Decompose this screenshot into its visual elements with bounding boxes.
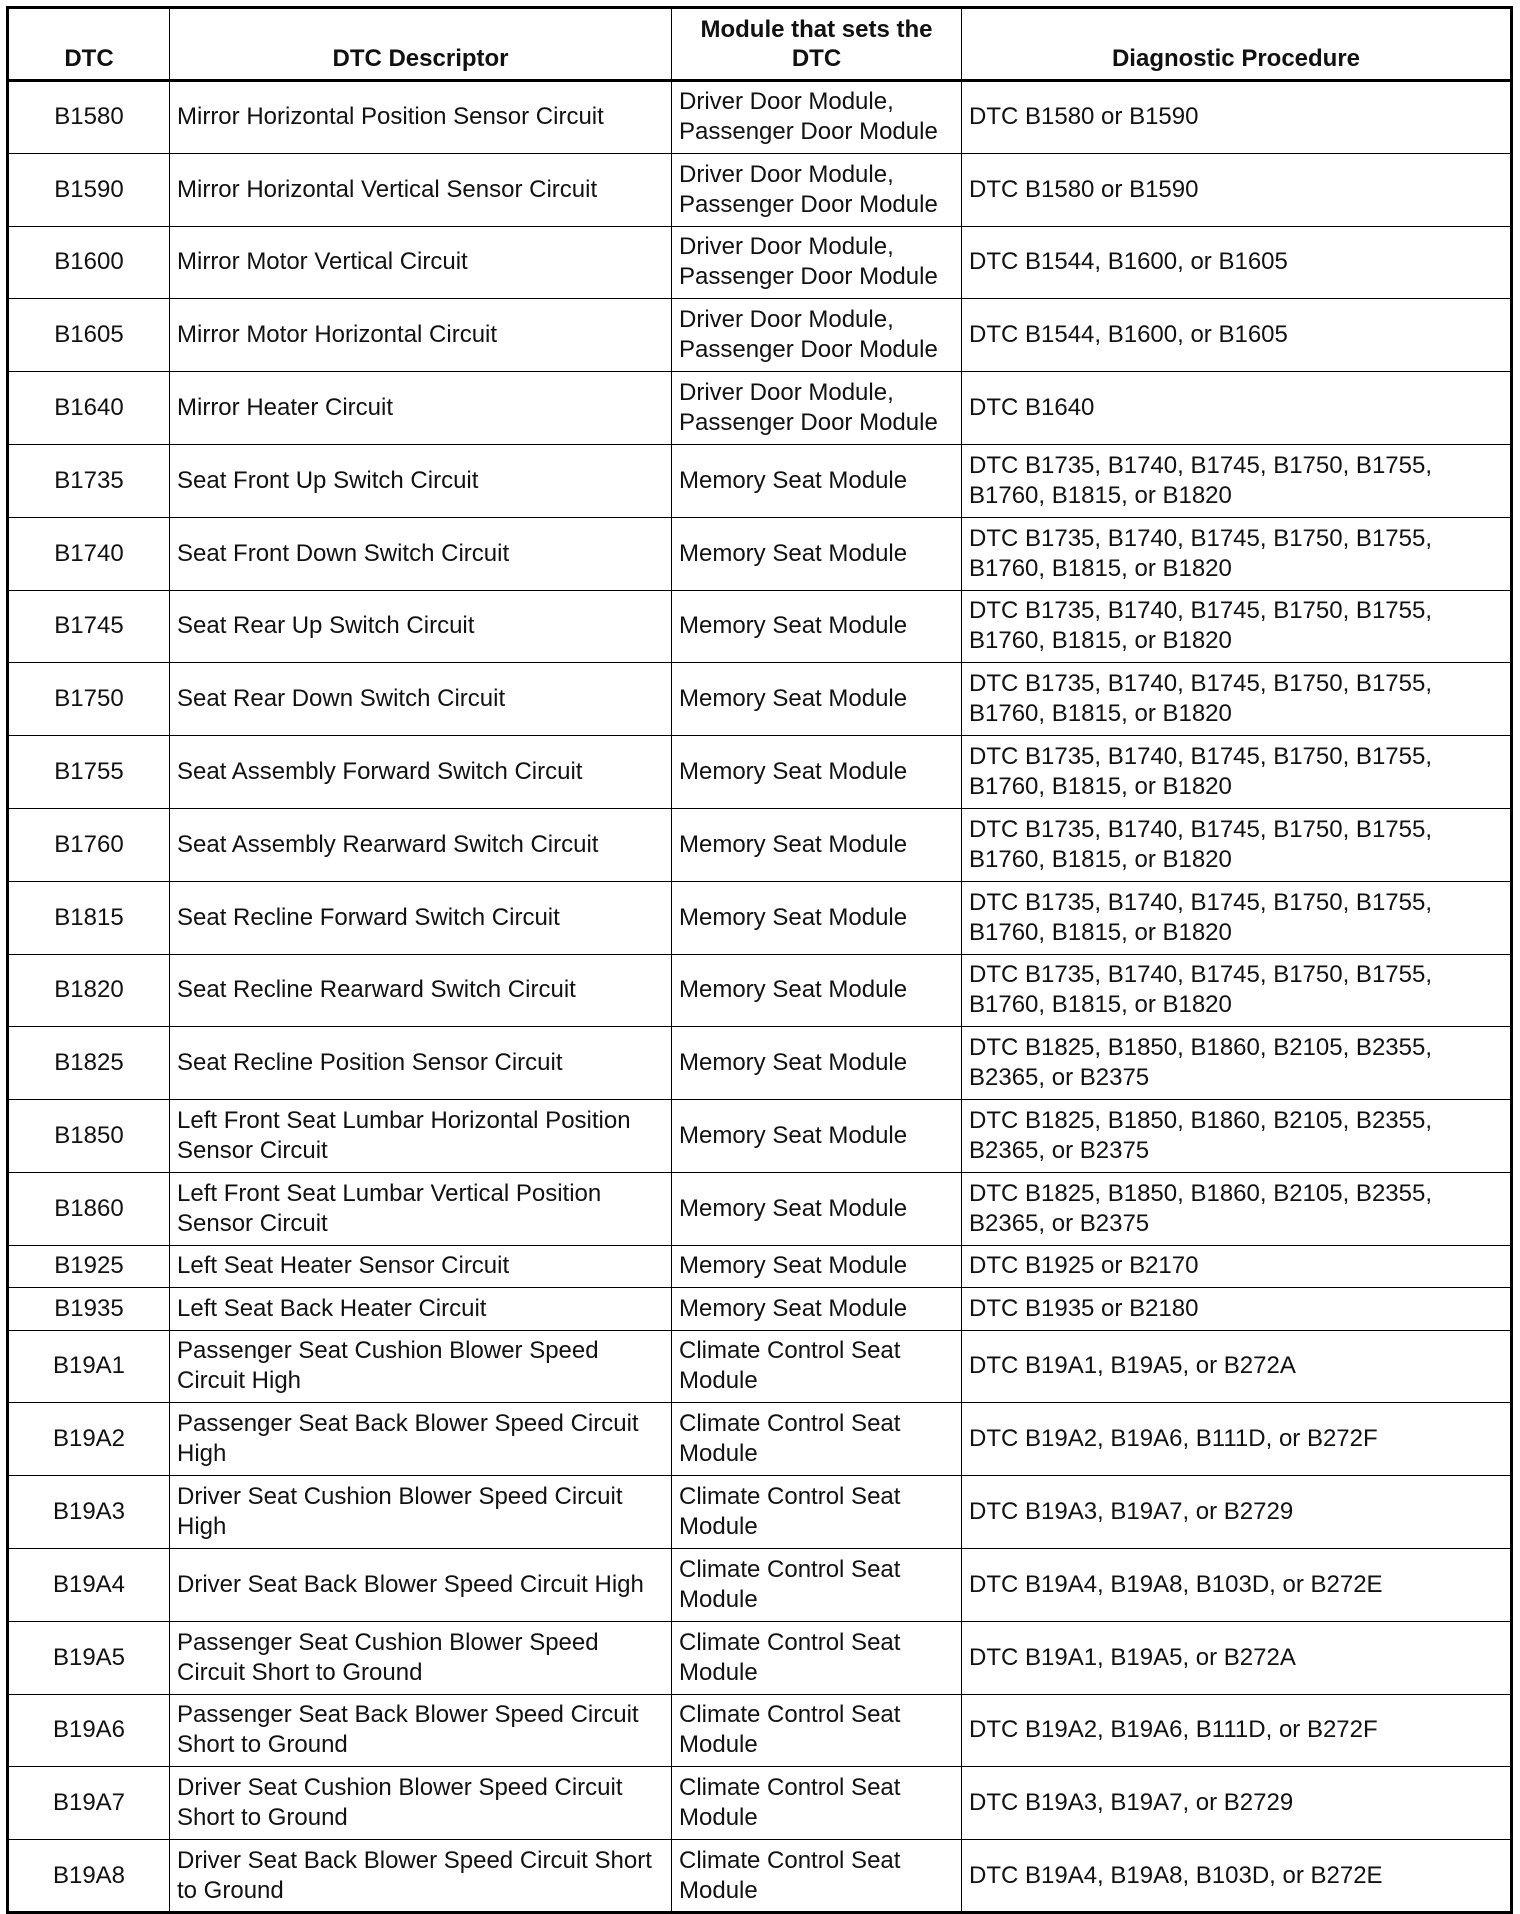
cell-diagnostic-procedure: DTC B19A4, B19A8, B103D, or B272E <box>962 1840 1512 1913</box>
cell-module: Memory Seat Module <box>672 1027 962 1100</box>
cell-dtc-descriptor: Driver Seat Cushion Blower Speed Circuit High <box>170 1476 672 1549</box>
cell-dtc-code: B1745 <box>8 590 170 663</box>
cell-diagnostic-procedure: DTC B1825, B1850, B1860, B2105, B2355, B2365, or B2375 <box>962 1027 1512 1100</box>
cell-dtc-code: B1935 <box>8 1288 170 1330</box>
cell-module: Memory Seat Module <box>672 1100 962 1173</box>
table-row <box>8 372 1512 445</box>
cell-diagnostic-procedure: DTC B19A2, B19A6, B111D, or B272F <box>962 1403 1512 1476</box>
cell-dtc-code: B1600 <box>8 226 170 299</box>
cell-dtc-descriptor: Passenger Seat Back Blower Speed Circuit High <box>170 1403 672 1476</box>
cell-diagnostic-procedure: DTC B1735, B1740, B1745, B1750, B1755, B1760, B1815, or B1820 <box>962 590 1512 663</box>
cell-diagnostic-procedure: DTC B19A1, B19A5, or B272A <box>962 1621 1512 1694</box>
cell-module: Climate Control Seat Module <box>672 1330 962 1403</box>
cell-dtc-descriptor: Seat Assembly Forward Switch Circuit <box>170 736 672 809</box>
cell-dtc-code: B1605 <box>8 299 170 372</box>
cell-dtc-descriptor: Seat Rear Up Switch Circuit <box>170 590 672 663</box>
table-row <box>8 663 1512 736</box>
table-row <box>8 299 1512 372</box>
table-row <box>8 954 1512 1027</box>
cell-dtc-code: B19A1 <box>8 1330 170 1403</box>
cell-module: Memory Seat Module <box>672 881 962 954</box>
cell-dtc-code: B1860 <box>8 1172 170 1245</box>
cell-dtc-code: B1580 <box>8 81 170 154</box>
cell-diagnostic-procedure: DTC B1735, B1740, B1745, B1750, B1755, B1760, B1815, or B1820 <box>962 954 1512 1027</box>
table-body <box>8 81 1512 1913</box>
cell-dtc-descriptor: Left Seat Heater Sensor Circuit <box>170 1245 672 1287</box>
cell-dtc-code: B19A7 <box>8 1767 170 1840</box>
cell-dtc-code: B19A5 <box>8 1621 170 1694</box>
table-row <box>8 1621 1512 1694</box>
cell-module: Climate Control Seat Module <box>672 1767 962 1840</box>
cell-diagnostic-procedure: DTC B19A3, B19A7, or B2729 <box>962 1767 1512 1840</box>
cell-module: Climate Control Seat Module <box>672 1840 962 1913</box>
cell-module: Driver Door Module, Passenger Door Module <box>672 81 962 154</box>
cell-dtc-code: B1825 <box>8 1027 170 1100</box>
table-row <box>8 1476 1512 1549</box>
table-row <box>8 1840 1512 1913</box>
header-dtc: DTC <box>8 8 170 81</box>
cell-module: Memory Seat Module <box>672 663 962 736</box>
cell-module: Memory Seat Module <box>672 808 962 881</box>
cell-dtc-descriptor: Left Front Seat Lumbar Horizontal Position Sensor Circuit <box>170 1100 672 1173</box>
cell-module: Driver Door Module, Passenger Door Module <box>672 226 962 299</box>
cell-dtc-descriptor: Driver Seat Back Blower Speed Circuit Short to Ground <box>170 1840 672 1913</box>
cell-diagnostic-procedure: DTC B1735, B1740, B1745, B1750, B1755, B1760, B1815, or B1820 <box>962 444 1512 517</box>
cell-diagnostic-procedure: DTC B1735, B1740, B1745, B1750, B1755, B1760, B1815, or B1820 <box>962 808 1512 881</box>
cell-diagnostic-procedure: DTC B1935 or B2180 <box>962 1288 1512 1330</box>
cell-dtc-descriptor: Driver Seat Cushion Blower Speed Circuit Short to Ground <box>170 1767 672 1840</box>
cell-dtc-code: B1815 <box>8 881 170 954</box>
cell-dtc-descriptor: Seat Front Down Switch Circuit <box>170 517 672 590</box>
cell-dtc-descriptor: Seat Recline Position Sensor Circuit <box>170 1027 672 1100</box>
cell-dtc-code: B19A3 <box>8 1476 170 1549</box>
table-row <box>8 1767 1512 1840</box>
cell-diagnostic-procedure: DTC B1544, B1600, or B1605 <box>962 226 1512 299</box>
cell-diagnostic-procedure: DTC B19A3, B19A7, or B2729 <box>962 1476 1512 1549</box>
cell-module: Driver Door Module, Passenger Door Module <box>672 153 962 226</box>
cell-dtc-code: B1750 <box>8 663 170 736</box>
table-row <box>8 881 1512 954</box>
cell-dtc-code: B19A4 <box>8 1548 170 1621</box>
cell-diagnostic-procedure: DTC B19A2, B19A6, B111D, or B272F <box>962 1694 1512 1767</box>
table-row <box>8 153 1512 226</box>
cell-dtc-descriptor: Seat Recline Rearward Switch Circuit <box>170 954 672 1027</box>
header-procedure: Diagnostic Procedure <box>962 8 1512 81</box>
cell-dtc-descriptor: Seat Recline Forward Switch Circuit <box>170 881 672 954</box>
table-row <box>8 1245 1512 1287</box>
cell-module: Memory Seat Module <box>672 736 962 809</box>
cell-dtc-code: B1640 <box>8 372 170 445</box>
cell-module: Climate Control Seat Module <box>672 1403 962 1476</box>
cell-module: Memory Seat Module <box>672 1288 962 1330</box>
table-row <box>8 1694 1512 1767</box>
cell-dtc-descriptor: Left Front Seat Lumbar Vertical Position Sensor Circuit <box>170 1172 672 1245</box>
cell-dtc-descriptor: Left Seat Back Heater Circuit <box>170 1288 672 1330</box>
table-row <box>8 1403 1512 1476</box>
cell-dtc-code: B1735 <box>8 444 170 517</box>
cell-dtc-descriptor: Driver Seat Back Blower Speed Circuit High <box>170 1548 672 1621</box>
cell-diagnostic-procedure: DTC B1640 <box>962 372 1512 445</box>
table-row <box>8 81 1512 154</box>
table-row <box>8 444 1512 517</box>
cell-dtc-code: B1760 <box>8 808 170 881</box>
cell-diagnostic-procedure: DTC B1735, B1740, B1745, B1750, B1755, B1760, B1815, or B1820 <box>962 881 1512 954</box>
cell-module: Memory Seat Module <box>672 1172 962 1245</box>
cell-dtc-descriptor: Mirror Horizontal Position Sensor Circuit <box>170 81 672 154</box>
cell-diagnostic-procedure: DTC B1580 or B1590 <box>962 153 1512 226</box>
header-module: Module that sets the DTC <box>672 8 962 81</box>
cell-module: Climate Control Seat Module <box>672 1621 962 1694</box>
cell-diagnostic-procedure: DTC B1544, B1600, or B1605 <box>962 299 1512 372</box>
table-row <box>8 1172 1512 1245</box>
table-row <box>8 808 1512 881</box>
cell-diagnostic-procedure: DTC B1825, B1850, B1860, B2105, B2355, B2365, or B2375 <box>962 1100 1512 1173</box>
cell-diagnostic-procedure: DTC B1735, B1740, B1745, B1750, B1755, B1760, B1815, or B1820 <box>962 663 1512 736</box>
cell-module: Climate Control Seat Module <box>672 1476 962 1549</box>
cell-dtc-code: B1925 <box>8 1245 170 1287</box>
cell-dtc-code: B1820 <box>8 954 170 1027</box>
cell-dtc-descriptor: Passenger Seat Cushion Blower Speed Circuit High <box>170 1330 672 1403</box>
cell-dtc-code: B1740 <box>8 517 170 590</box>
cell-dtc-descriptor: Passenger Seat Cushion Blower Speed Circuit Short to Ground <box>170 1621 672 1694</box>
cell-dtc-descriptor: Seat Rear Down Switch Circuit <box>170 663 672 736</box>
cell-module: Driver Door Module, Passenger Door Module <box>672 299 962 372</box>
table-row <box>8 1330 1512 1403</box>
table-row <box>8 517 1512 590</box>
cell-diagnostic-procedure: DTC B1735, B1740, B1745, B1750, B1755, B1760, B1815, or B1820 <box>962 517 1512 590</box>
cell-module: Climate Control Seat Module <box>672 1694 962 1767</box>
cell-module: Memory Seat Module <box>672 517 962 590</box>
cell-dtc-code: B1755 <box>8 736 170 809</box>
cell-dtc-code: B1590 <box>8 153 170 226</box>
cell-dtc-descriptor: Mirror Heater Circuit <box>170 372 672 445</box>
cell-dtc-descriptor: Passenger Seat Back Blower Speed Circuit Short to Ground <box>170 1694 672 1767</box>
table-row <box>8 1100 1512 1173</box>
cell-dtc-code: B19A8 <box>8 1840 170 1913</box>
cell-dtc-descriptor: Seat Front Up Switch Circuit <box>170 444 672 517</box>
table-row <box>8 1288 1512 1330</box>
cell-module: Memory Seat Module <box>672 444 962 517</box>
cell-dtc-descriptor: Mirror Motor Horizontal Circuit <box>170 299 672 372</box>
cell-module: Climate Control Seat Module <box>672 1548 962 1621</box>
cell-diagnostic-procedure: DTC B1735, B1740, B1745, B1750, B1755, B1760, B1815, or B1820 <box>962 736 1512 809</box>
table-row <box>8 590 1512 663</box>
cell-dtc-code: B19A6 <box>8 1694 170 1767</box>
dtc-table <box>6 6 1513 1914</box>
cell-dtc-descriptor: Mirror Motor Vertical Circuit <box>170 226 672 299</box>
table-row <box>8 1027 1512 1100</box>
cell-module: Memory Seat Module <box>672 954 962 1027</box>
cell-dtc-descriptor: Mirror Horizontal Vertical Sensor Circuit <box>170 153 672 226</box>
table-row <box>8 1548 1512 1621</box>
header-descriptor: DTC Descriptor <box>170 8 672 81</box>
cell-diagnostic-procedure: DTC B19A4, B19A8, B103D, or B272E <box>962 1548 1512 1621</box>
cell-dtc-code: B1850 <box>8 1100 170 1173</box>
cell-module: Memory Seat Module <box>672 590 962 663</box>
cell-diagnostic-procedure: DTC B1825, B1850, B1860, B2105, B2355, B2365, or B2375 <box>962 1172 1512 1245</box>
table-header <box>8 8 1512 81</box>
cell-module: Memory Seat Module <box>672 1245 962 1287</box>
cell-diagnostic-procedure: DTC B1580 or B1590 <box>962 81 1512 154</box>
cell-module: Driver Door Module, Passenger Door Module <box>672 372 962 445</box>
cell-dtc-code: B19A2 <box>8 1403 170 1476</box>
cell-dtc-descriptor: Seat Assembly Rearward Switch Circuit <box>170 808 672 881</box>
cell-diagnostic-procedure: DTC B19A1, B19A5, or B272A <box>962 1330 1512 1403</box>
table-row <box>8 226 1512 299</box>
cell-diagnostic-procedure: DTC B1925 or B2170 <box>962 1245 1512 1287</box>
table-row <box>8 736 1512 809</box>
